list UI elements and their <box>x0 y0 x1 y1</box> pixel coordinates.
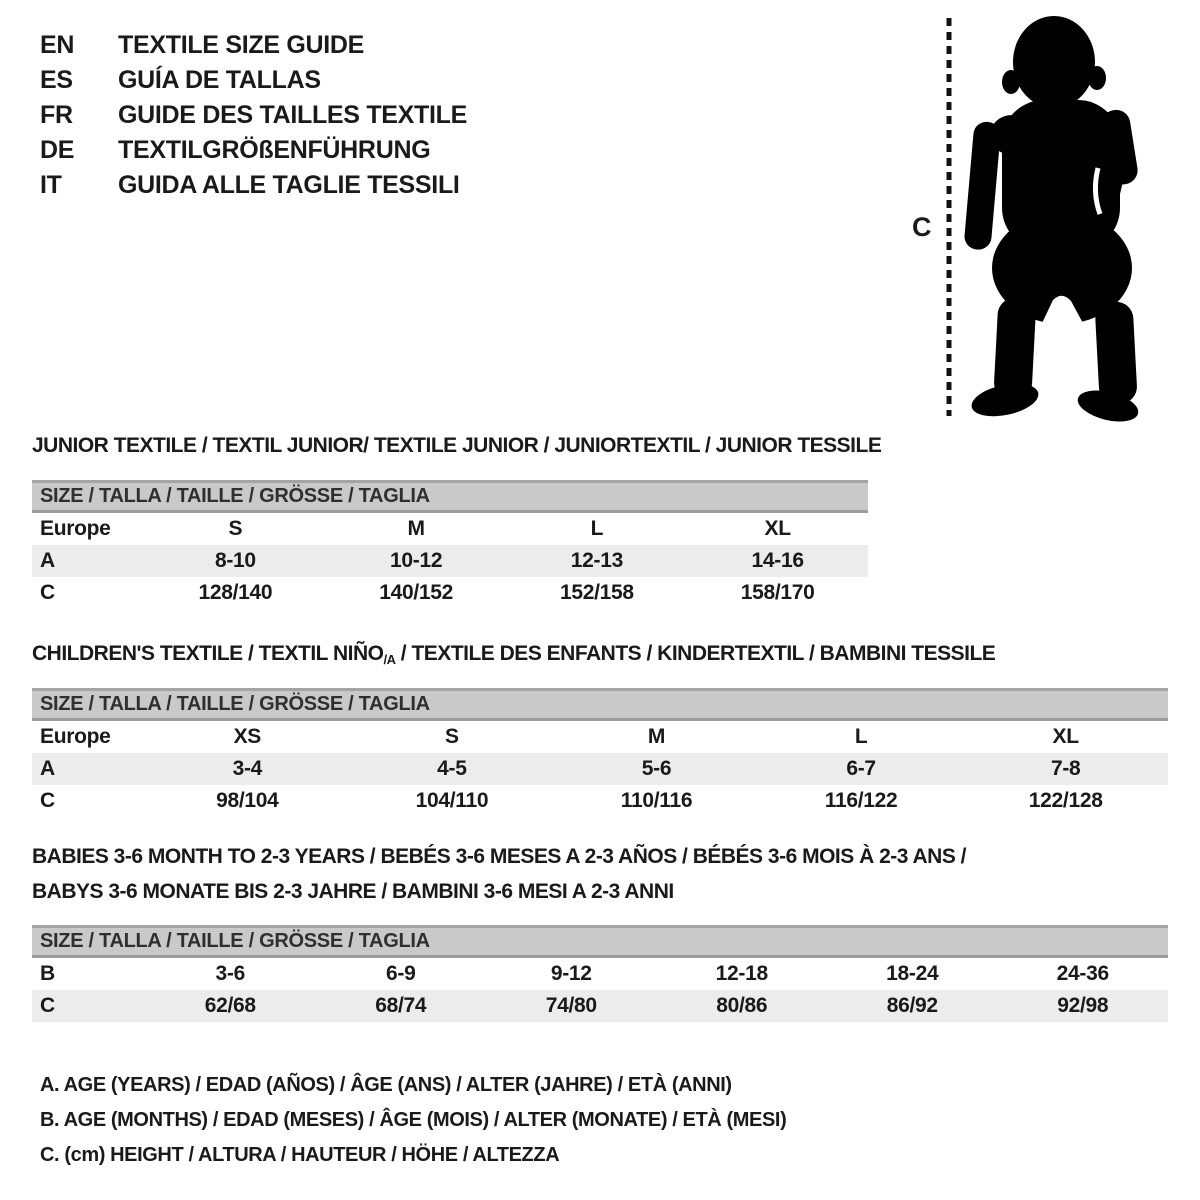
table-row <box>32 577 868 609</box>
height-cell: 98/104 <box>216 789 279 812</box>
height-cell: 128/140 <box>198 581 273 604</box>
height-cell: 110/116 <box>620 789 693 812</box>
age-cell: 8-10 <box>214 549 256 572</box>
row-label: C <box>40 789 55 812</box>
babies-section-title-line1: BABIES 3-6 MONTH TO 2-3 YEARS / BEBÉS 3-6 MESES A 2-3 AÑOS / BÉBÉS 3-6 MOIS À 2-3 ANS / <box>32 845 967 868</box>
language-header <box>40 28 467 203</box>
guide-title-es: GUÍA DE TALLAS <box>118 66 321 94</box>
table-row <box>32 513 868 545</box>
height-cell: 140/152 <box>379 581 454 604</box>
lang-row-de <box>40 133 467 168</box>
age-cell: 10-12 <box>390 549 443 572</box>
lang-code: ES <box>40 66 73 94</box>
row-label: Europe <box>40 517 111 540</box>
table-row <box>32 721 1168 753</box>
children-section-title <box>32 642 995 667</box>
legend-line-b: B. AGE (MONTHS) / EDAD (MESES) / ÂGE (MOIS) / ALTER (MONATE) / ETÀ (MESI) <box>40 1109 787 1131</box>
junior-size-header: SIZE / TALLA / TAILLE / GRÖSSE / TAGLIA <box>32 480 868 513</box>
age-cell: 6-9 <box>386 962 416 985</box>
lang-code: IT <box>40 171 62 199</box>
table-row <box>32 990 1168 1022</box>
children-title-subscript: /A <box>383 652 396 667</box>
table-row <box>32 785 1168 817</box>
lang-row-es <box>40 63 467 98</box>
babies-section-title-line2: BABYS 3-6 MONATE BIS 2-3 JAHRE / BAMBINI 3-6 MESI A 2-3 ANNI <box>32 880 674 903</box>
children-size-header: SIZE / TALLA / TAILLE / GRÖSSE / TAGLIA <box>32 688 1168 721</box>
legend-line-c: C. (cm) HEIGHT / ALTURA / HAUTEUR / HÖHE / ALTEZZA <box>40 1144 560 1166</box>
age-cell: 4-5 <box>437 757 467 780</box>
height-cell: 62/68 <box>204 994 256 1017</box>
lang-code: DE <box>40 136 75 164</box>
guide-title-de: TEXTILGRÖßENFÜHRUNG <box>118 136 431 164</box>
row-label: C <box>40 581 55 604</box>
legend-line-a: A. AGE (YEARS) / EDAD (AÑOS) / ÂGE (ANS) / ALTER (JAHRE) / ETÀ (ANNI) <box>40 1074 732 1096</box>
lang-row-it <box>40 168 467 203</box>
height-cell: 158/170 <box>740 581 815 604</box>
age-cell: 14-16 <box>751 549 804 572</box>
size-cell: L <box>854 725 868 748</box>
size-cell: L <box>590 517 604 540</box>
guide-title-it: GUIDA ALLE TAGLIE TESSILI <box>118 171 460 199</box>
age-cell: 6-7 <box>846 757 876 780</box>
table-row <box>32 545 868 577</box>
toddler-silhouette-icon <box>950 0 1150 430</box>
size-cell: M <box>647 725 666 748</box>
height-cell: 104/110 <box>415 789 489 812</box>
children-title-main: CHILDREN'S TEXTILE / TEXTIL NIÑO <box>32 642 384 665</box>
babies-table <box>32 958 1168 1022</box>
row-label: A <box>40 757 55 780</box>
row-label: B <box>40 962 55 985</box>
age-cell: 5-6 <box>641 757 672 780</box>
children-table <box>32 721 1168 817</box>
height-cell: 86/92 <box>886 994 938 1017</box>
height-cell: 74/80 <box>545 994 597 1017</box>
age-cell: 12-18 <box>715 962 768 985</box>
age-cell: 24-36 <box>1056 962 1109 985</box>
height-cell: 116/122 <box>824 789 898 812</box>
lang-row-fr <box>40 98 467 133</box>
junior-table <box>32 513 868 609</box>
age-cell: 9-12 <box>550 962 592 985</box>
size-cell: XS <box>233 725 261 748</box>
table-row <box>32 753 1168 785</box>
size-cell: M <box>407 517 425 540</box>
size-cell: XL <box>1052 725 1079 748</box>
age-cell: 18-24 <box>886 962 939 985</box>
age-cell: 7-8 <box>1050 757 1081 780</box>
children-title-rest: / TEXTILE DES ENFANTS / KINDERTEXTIL / BAMBINI TESSILE <box>395 642 996 665</box>
legend <box>40 1068 786 1173</box>
babies-size-header: SIZE / TALLA / TAILLE / GRÖSSE / TAGLIA <box>32 925 1168 958</box>
table-row <box>32 958 1168 990</box>
height-cell: 80/86 <box>716 994 768 1017</box>
row-label: A <box>40 549 55 572</box>
row-label: Europe <box>40 725 111 748</box>
size-cell: S <box>445 725 459 748</box>
height-cell: 92/98 <box>1057 994 1109 1017</box>
height-cell: 152/158 <box>559 581 634 604</box>
lang-code: EN <box>40 31 75 59</box>
lang-row-en <box>40 28 467 63</box>
size-cell: XL <box>764 517 791 540</box>
guide-title-fr: GUIDE DES TAILLES TEXTILE <box>118 101 468 129</box>
height-cell: 122/128 <box>1028 789 1103 812</box>
age-cell: 12-13 <box>570 549 623 572</box>
guide-title-en: TEXTILE SIZE GUIDE <box>118 31 365 59</box>
junior-section-title: JUNIOR TEXTILE / TEXTIL JUNIOR/ TEXTILE JUNIOR / JUNIORTEXTIL / JUNIOR TESSILE <box>32 434 882 457</box>
height-cell: 68/74 <box>375 994 427 1017</box>
lang-code: FR <box>40 101 73 129</box>
size-cell: S <box>228 517 243 540</box>
height-label-c: C <box>912 212 932 242</box>
row-label: C <box>40 994 55 1017</box>
age-cell: 3-4 <box>232 757 263 780</box>
age-cell: 3-6 <box>215 962 245 985</box>
